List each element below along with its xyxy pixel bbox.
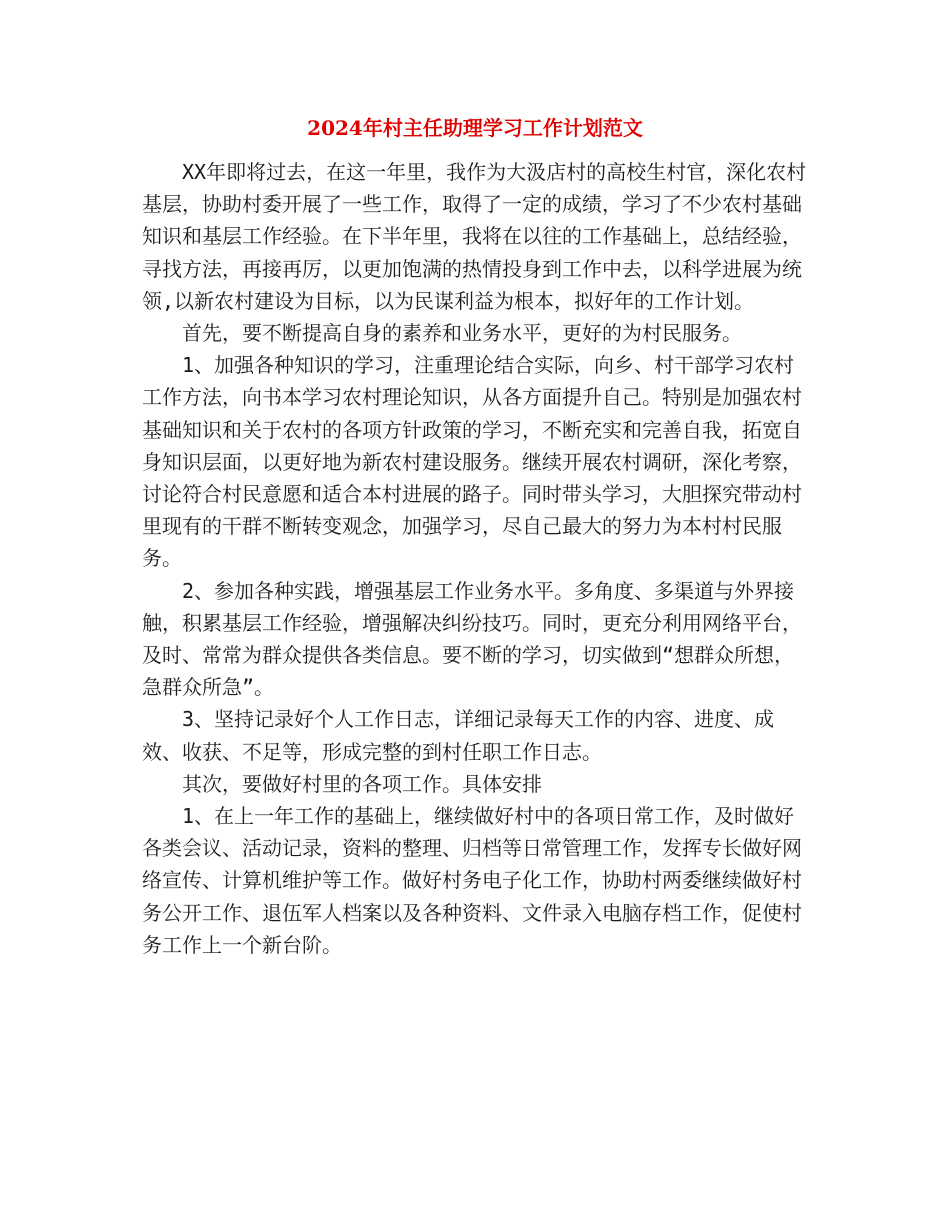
paragraph-arrangement-1: 1、在上一年工作的基础上，继续做好村中的各项日常工作，及时做好各类会议、活动记录，资料的整理、归档等日常管理工作，发挥专长做好网络宣传、计算机维护等工作。做好村务电子化工作，协助村两委继续做好村务公开工作、退伍军人档案以及各种资料、文件录入电脑存档工作，促使村务工作上一个新台阶。 xyxy=(142,804,802,957)
paragraph-item-1: 1、加强各种知识的学习，注重理论结合实际，向乡、村干部学习农村工作方法，向书本学习农村理论知识，从各方面提升自己。特别是加强农村基础知识和关于农村的各项方针政策的学习，不断充实和完善自我，拓宽自身知识层面，以更好地为新农村建设服务。继续开展农村调研，深化考察，讨论符合村民意愿和适合本村进展的路子。同时带头学习，大胆探究带动村里现有的干群不断转变观念，加强学习，尽自己最大的努力为本村村民服务。 xyxy=(142,353,802,571)
document-title: 2024年村主任助理学习工作计划范文 xyxy=(307,116,643,140)
paragraph-item-3: 3、坚持记录好个人工作日志，详细记录每天工作的内容、进度、成效、收获、不足等，形成完整的到村任职工作日志。 xyxy=(142,707,775,764)
paragraph-second-heading: 其次，要做好村里的各项工作。具体安排 xyxy=(182,771,542,796)
paragraph-first-heading: 首先，要不断提高自身的素养和业务水平，更好的为村民服务。 xyxy=(182,321,742,346)
paragraph-intro: XX年即将过去，在这一年里，我作为大汲店村的高校生村官，深化农村基层，协助村委开展了一些工作，取得了一定的成绩，学习了不少农村基础知识和基层工作经验。在下半年里，我将在以往的工作基础上，总结经验，寻找方法，再接再厉，以更加饱满的热情投身到工作中去，以科学进展为统领,以新农村建设为目标，以为民谋利益为根本，拟好年的工作计划。 xyxy=(142,160,807,313)
paragraph-item-2: 2、参加各种实践，增强基层工作业务水平。多角度、多渠道与外界接触，积累基层工作经验，增强解决纠纷技巧。同时，更充分利用网络平台，及时、常常为群众提供各类信息。要不断的学习，切实做到“想群众所想，急群众所急”。 xyxy=(142,578,802,700)
document-body xyxy=(142,156,812,961)
